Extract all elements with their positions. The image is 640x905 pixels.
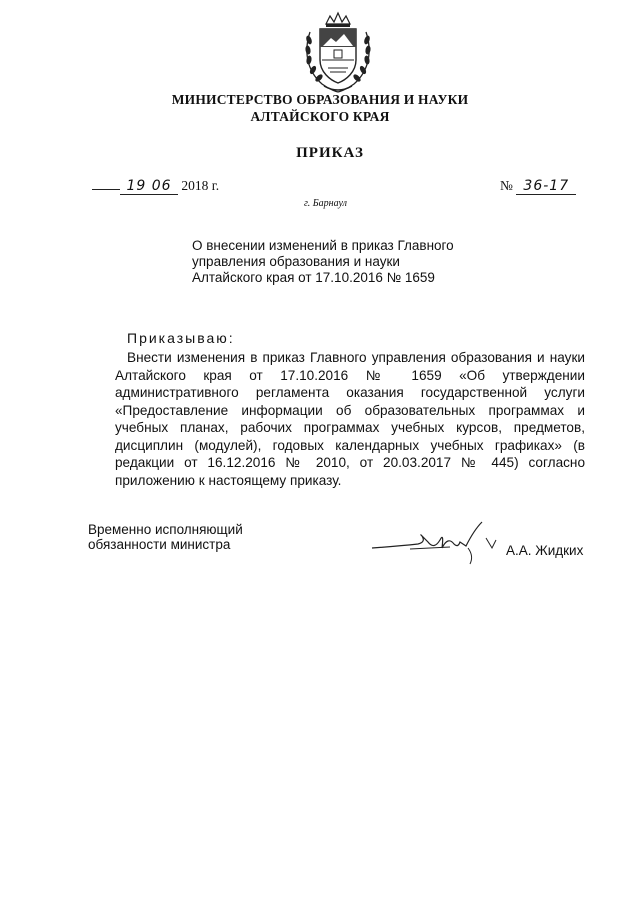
signer-position-line1: Временно исполняющий (88, 522, 243, 537)
number-handwritten: 36-17 (516, 178, 576, 195)
date-handwritten: 19 06 (120, 178, 178, 195)
date-line (92, 178, 219, 195)
signer-position (88, 522, 288, 552)
city: г. Барнаул (304, 198, 348, 209)
signature-icon (370, 518, 510, 568)
order-word: Приказываю: (127, 330, 235, 346)
signer-name: А.А. Жидких (506, 543, 584, 558)
subject: О внесении изменений в приказ Главного управления образования и науки Алтайского края от 17.10.2016 № 1659 (192, 238, 454, 285)
date-blank (92, 189, 120, 190)
org-name-line1: МИНИСТЕРСТВО ОБРАЗОВАНИЯ И НАУКИ (171, 92, 469, 107)
coat-of-arms-icon (300, 10, 376, 94)
number-prefix: № (500, 178, 513, 193)
number-line (500, 178, 576, 195)
org-name-line2: АЛТАЙСКОГО КРАЯ (250, 109, 390, 124)
body-text: Внести изменения в приказ Главного управления образования и науки Алтайского края от 17.10.2016 № 1659 «Об утверждении административного регламента оказания государственной услуги «Предоставление информации об образовательных программах и учебных планах, рабочих программах учебных курсов, предметов, дисциплин (модулей), годовых календарных учебных графиках» (в редакции от 16.12.2016 № 2010, от 20.03.2017 № 445) согласно приложению к настоящему приказу. (115, 350, 585, 488)
document-type: ПРИКАЗ (296, 145, 364, 161)
date-year: 2018 г. (181, 178, 220, 193)
signer-position-line2: обязанности министра (88, 537, 231, 552)
